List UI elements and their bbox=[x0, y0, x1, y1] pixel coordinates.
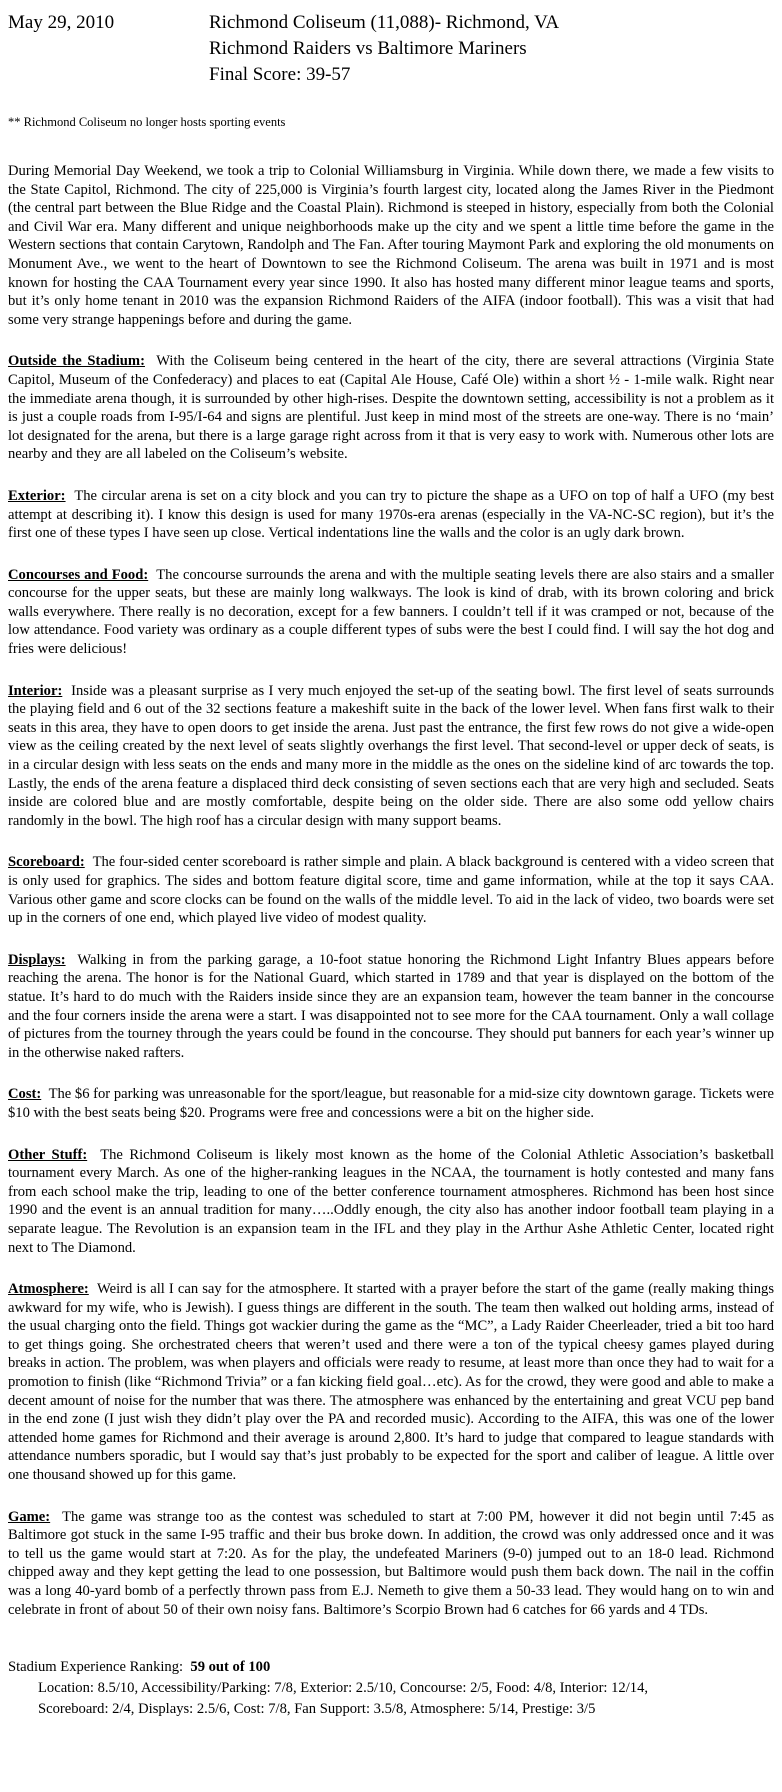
ranking-score: 59 out of 100 bbox=[190, 1659, 271, 1676]
section-text-concourses-and-food: The concourse surrounds the arena and with the multiple seating levels there are also stairs and a smaller concourse for the upper seats, but these are mainly long walkways. The look is kind of drab, with its brown coloring and brick walls everywhere. There really is no decoration, except for a few banners. I couldn’t tell if it was cramped or not, because of the low attendance. Food variety was ordinary as a couple different types of subs were the best I could find. I will say the hot dog and fries were delicious! bbox=[8, 566, 775, 658]
closure-note: ** Richmond Coliseum no longer hosts sporting events bbox=[8, 115, 286, 129]
section-label-outside-the-stadium: Outside the Stadium: bbox=[8, 353, 145, 370]
section-text-exterior: The circular arena is set on a city block and you can try to picture the shape as a UFO on top of half a UFO (my best attempt at describing it). I know this design is used for many 1970s-era arenas (especially in the VA-NC-SC region), but it’s the first one of these types I have seen up close. Vertical indentations line the walls and the color is an ugly dark brown. bbox=[8, 487, 775, 542]
section-text-interior: Inside was a pleasant surprise as I very much enjoyed the set-up of the seating bowl. The first level of seats surrounds the playing field and 6 out of the 32 sections feature a makeshift suite in the back of the lower level. When fans first walk to their seats in this area, they have to open doors to get inside the arena. Just past the entrance, the first few rows do not give a wide-open view as the ceiling created by the next level of seats slightly overhangs the first level. That second-level or upper deck of seats, is in a circular design with less seats on the ends and many more in the middle as the ones on the sideline kind of arc towards the top. Lastly, the ends of the arena feature a displaced third deck consisting of seven sections each that are very high and secluded. Seats inside are colored blue and are mostly comfortable, despite being on the older side. There are also some odd yellow chairs randomly in the bowl. The high roof has a circular design with many support beams. bbox=[8, 682, 775, 829]
ranking-footer bbox=[8, 1657, 774, 1720]
document-header bbox=[8, 10, 774, 88]
ranking-breakdown-line2: Scoreboard: 2/4, Displays: 2.5/6, Cost: 7/8, Fan Support: 3.5/8, Atmosphere: 5/14, Prestige: 3/5 bbox=[38, 1701, 596, 1718]
section-label-concourses-and-food: Concourses and Food: bbox=[8, 566, 149, 583]
venue-title: Richmond Coliseum (11,088)- Richmond, VA bbox=[209, 12, 560, 33]
section-text-scoreboard: The four-sided center scoreboard is rather simple and plain. A black background is centered with a video screen that is only used for graphics. The sides and bottom feature digital score, time and game information, while at the top it says CAA. Various other game and score clocks can be found on the walls of the middle level. To aid in the lack of video, two boards were set up in the corners of one end, which played live video of modest quality. bbox=[8, 854, 775, 927]
section-game bbox=[8, 1508, 774, 1620]
section-text-atmosphere: Weird is all I can say for the atmosphere. It started with a prayer before the start of the game (really making things awkward for my wife, who is Jewish). I guess things are different in the south. The team then walked out holding arms, instead of the usual charging onto the field. Things got wackier during the game as the “MC”, a Lady Raider Cheerleader, tried a bit too hard to get things going. She orchestrated cheers that weren’t used and there were a ton of the typical cheesy games played during breaks in action. The problem, was when players and officials were ready to resume, at least more than once they had to wait for a promotion to finish (like “Richmond Trivia” or a fan kicking field goal…etc). As for the crowd, they were good and able to make a decent amount of noise for the number that was there. The atmosphere was enhanced by the entertaining and great VCU pep band in the end zone (I just wish they didn’t play over the PA and recorded music). According to the AIFA, this was one of the lower attended home games for Richmond and their average is around 2,800. It’s hard to judge that compared to league standards with attendance numbers sporadic, but I would say that’s just probably to be expected for the sport and caliber of league. A little over one thousand showed up for this game. bbox=[8, 1281, 774, 1484]
title-block bbox=[209, 10, 559, 88]
final-score-line: Final Score: 39-57 bbox=[209, 64, 351, 85]
section-label-exterior: Exterior: bbox=[8, 487, 66, 504]
ranking-line bbox=[8, 1657, 774, 1678]
section-other-stuff bbox=[8, 1146, 774, 1258]
matchup-line: Richmond Raiders vs Baltimore Mariners bbox=[209, 38, 527, 59]
section-cost bbox=[8, 1085, 774, 1122]
section-label-other-stuff: Other Stuff: bbox=[8, 1146, 88, 1163]
ranking-label: Stadium Experience Ranking: bbox=[8, 1659, 184, 1676]
section-label-scoreboard: Scoreboard: bbox=[8, 854, 85, 871]
section-label-atmosphere: Atmosphere: bbox=[8, 1281, 89, 1298]
section-exterior bbox=[8, 487, 774, 543]
ranking-breakdown-line1: Location: 8.5/10, Accessibility/Parking: 7/8, Exterior: 2.5/10, Concourse: 2/5, Food: 4/8, Interior: 12/14, bbox=[38, 1680, 649, 1697]
section-displays bbox=[8, 951, 774, 1063]
section-text-cost: The $6 for parking was unreasonable for the sport/league, but reasonable for a mid-size city downtown garage. Tickets were $10 with the best seats being $20. Programs were free and concessions were a bit on the higher side. bbox=[8, 1086, 775, 1121]
section-label-game: Game: bbox=[8, 1508, 51, 1525]
event-date: May 29, 2010 bbox=[8, 12, 115, 33]
section-text-other-stuff: The Richmond Coliseum is likely most known as the home of the Colonial Athletic Association’s basketball tournament every March. As one of the higher-ranking leagues in the NCAA, the tournament is hotly contested and many fans from each school make the trip, leading to one of the better conference tournament atmospheres. Richmond has been host since 1990 and the event is an annual tradition for many…..Oddly enough, the city also has another indoor football team playing in a separate league. The Revolution is an expansion team in the IFL and they play in the Arthur Ashe Athletic Center, located right next to The Diamond. bbox=[8, 1146, 775, 1256]
section-label-cost: Cost: bbox=[8, 1086, 42, 1103]
section-label-interior: Interior: bbox=[8, 682, 63, 699]
section-text-outside-the-stadium: With the Coliseum being centered in the heart of the city, there are several attractions (Virginia State Capitol, Museum of the Confederacy) and places to eat (Capital Ale House, Café Ole) within a short ½ - 1-mile walk. Right near the immediate arena though, it is surrounded by other high-rises. Despite the downtown setting, accessibility is not a problem as it is just a couple roads from I-95/I-64 and signs are plentiful. Just keep in mind most of the streets are one-way. There is no ‘main’ lot designated for the arena, but there is a large garage right across from it that is very easy to work with. Numerous other lots are nearby and they are all labeled on the Coliseum’s website. bbox=[8, 353, 775, 463]
section-scoreboard bbox=[8, 853, 774, 927]
section-outside-the-stadium bbox=[8, 352, 774, 464]
section-interior bbox=[8, 682, 774, 831]
section-text-game: The game was strange too as the contest was scheduled to start at 7:00 PM, however it did not begin until 7:45 as Baltimore got stuck in the same I-95 traffic and their bus broke down. In addition, the crowd was only addressed once and it was to tell us the game would start at 7:20. As for the play, the undefeated Mariners (9-0) jumped out to an 18-0 lead. Richmond chipped away and they kept getting the lead to one possession, but Baltimore would push them back down. The nail in the coffin was a long 40-yard bomb of a perfectly thrown pass from E.J. Nemeth to give them a 50-33 lead. They would hang on to win and celebrate in front of about 50 of their own noisy fans. Baltimore’s Scorpio Brown had 6 catches for 66 yards and 4 TDs. bbox=[8, 1508, 774, 1618]
section-concourses-and-food bbox=[8, 566, 774, 659]
section-label-displays: Displays: bbox=[8, 951, 66, 968]
section-atmosphere bbox=[8, 1280, 774, 1485]
section-text-displays: Walking in from the parking garage, a 10-foot statue honoring the Richmond Light Infantry Blues appears before reaching the arena. The honor is for the National Guard, which started in 1789 and that year is displayed on the bottom of the statue. It’s hard to do much with the Raiders inside since they are an expansion team, however the team banner in the concourse and the four corners inside the arena were a start. I was disappointed not to see more for the CAA tournament. Only a wall collage of pictures from the tourney through the years could be found in the concourse. They should put banners for each year’s winner up in the otherwise naked rafters. bbox=[8, 951, 774, 1061]
intro-paragraph: During Memorial Day Weekend, we took a trip to Colonial Williamsburg in Virginia. While down there, we made a few visits to the State Capitol, Richmond. The city of 225,000 is Virginia’s fourth largest city, located along the James River in the Piedmont (the central part between the Blue Ridge and the Coastal Plain). Richmond is steeped in history, especially from both the Colonial and Civil War era. Many different and unique neighborhoods make up the city and we spent a little time before the game in the Western sections that contain Carytown, Randolph and The Fan. After touring Maymont Park and exploring the old monuments on Monument Ave., we went to the heart of Downtown to see the Richmond Coliseum. The arena was built in 1971 and is most known for hosting the CAA Tournament every year since 1990. It also has hosted many different minor league teams and sports, but it’s only home tenant in 2010 was the expansion Richmond Raiders of the AIFA (indoor football). This was a visit that had some very strange happenings before and during the game. bbox=[8, 163, 774, 328]
